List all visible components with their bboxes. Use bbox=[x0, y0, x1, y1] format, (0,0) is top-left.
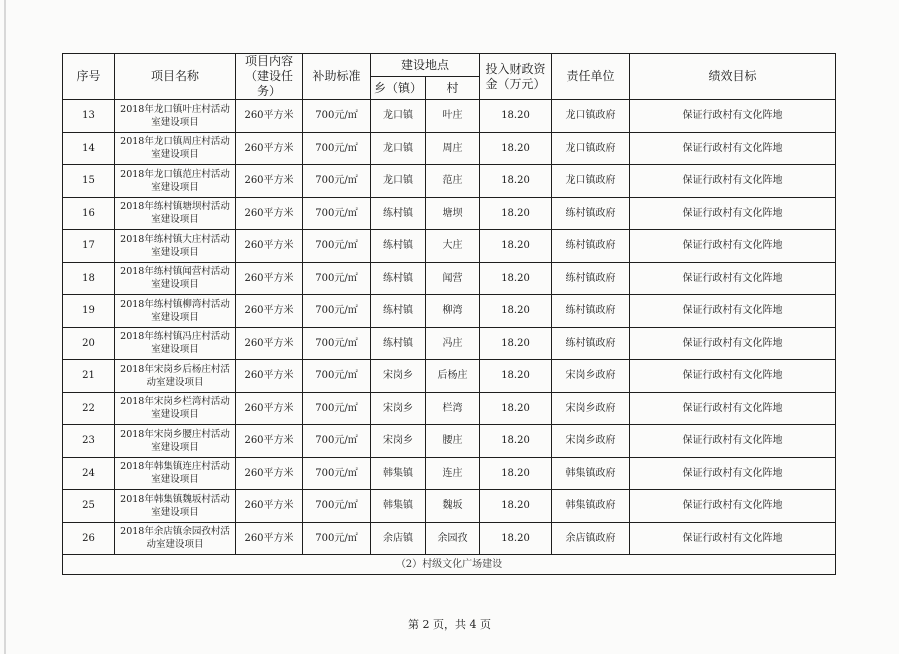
cell-standard: 700元/㎡ bbox=[303, 327, 371, 360]
cell-funds: 18.20 bbox=[480, 230, 552, 263]
cell-township: 宋岗乡 bbox=[371, 425, 426, 458]
header-name: 项目名称 bbox=[115, 54, 236, 100]
cell-township: 韩集镇 bbox=[371, 457, 426, 490]
cell-name: 2018年练村镇大庄村活动室建设项目 bbox=[115, 230, 236, 263]
cell-goal: 保证行政村有文化阵地 bbox=[630, 197, 836, 230]
cell-funds: 18.20 bbox=[480, 100, 552, 133]
cell-standard: 700元/㎡ bbox=[303, 457, 371, 490]
cell-content: 260平方米 bbox=[236, 327, 303, 360]
cell-content: 260平方米 bbox=[236, 230, 303, 263]
cell-village: 栏湾 bbox=[426, 392, 480, 425]
cell-seq: 25 bbox=[63, 490, 115, 523]
cell-content: 260平方米 bbox=[236, 522, 303, 555]
cell-village: 叶庄 bbox=[426, 100, 480, 133]
cell-unit: 练村镇政府 bbox=[552, 327, 630, 360]
cell-funds: 18.20 bbox=[480, 392, 552, 425]
cell-unit: 宋岗乡政府 bbox=[552, 360, 630, 393]
cell-goal: 保证行政村有文化阵地 bbox=[630, 132, 836, 165]
cell-goal: 保证行政村有文化阵地 bbox=[630, 327, 836, 360]
table-row bbox=[63, 100, 836, 133]
cell-funds: 18.20 bbox=[480, 425, 552, 458]
cell-seq: 17 bbox=[63, 230, 115, 263]
page-number: 第 2 页，共 4 页 bbox=[408, 618, 491, 631]
cell-unit: 练村镇政府 bbox=[552, 230, 630, 263]
cell-village: 魏坂 bbox=[426, 490, 480, 523]
cell-goal: 保证行政村有文化阵地 bbox=[630, 262, 836, 295]
cell-seq: 18 bbox=[63, 262, 115, 295]
cell-village: 冯庄 bbox=[426, 327, 480, 360]
cell-unit: 练村镇政府 bbox=[552, 295, 630, 328]
cell-funds: 18.20 bbox=[480, 132, 552, 165]
cell-standard: 700元/㎡ bbox=[303, 100, 371, 133]
cell-village: 周庄 bbox=[426, 132, 480, 165]
header-standard: 补助标准 bbox=[303, 54, 371, 100]
cell-standard: 700元/㎡ bbox=[303, 165, 371, 198]
table-row bbox=[63, 425, 836, 458]
cell-township: 练村镇 bbox=[371, 262, 426, 295]
cell-goal: 保证行政村有文化阵地 bbox=[630, 100, 836, 133]
table-row bbox=[63, 457, 836, 490]
cell-seq: 22 bbox=[63, 392, 115, 425]
cell-name: 2018年韩集镇连庄村活动室建设项目 bbox=[115, 457, 236, 490]
cell-township: 练村镇 bbox=[371, 327, 426, 360]
cell-content: 260平方米 bbox=[236, 392, 303, 425]
cell-unit: 练村镇政府 bbox=[552, 197, 630, 230]
cell-unit: 韩集镇政府 bbox=[552, 490, 630, 523]
cell-name: 2018年龙口镇叶庄村活动室建设项目 bbox=[115, 100, 236, 133]
cell-goal: 保证行政村有文化阵地 bbox=[630, 360, 836, 393]
header-unit: 责任单位 bbox=[552, 54, 630, 100]
cell-standard: 700元/㎡ bbox=[303, 197, 371, 230]
header-location: 建设地点 bbox=[371, 54, 480, 77]
table-row bbox=[63, 230, 836, 263]
header-row-1 bbox=[63, 54, 836, 77]
cell-name: 2018年龙口镇范庄村活动室建设项目 bbox=[115, 165, 236, 198]
cell-standard: 700元/㎡ bbox=[303, 132, 371, 165]
cell-township: 余店镇 bbox=[371, 522, 426, 555]
cell-goal: 保证行政村有文化阵地 bbox=[630, 230, 836, 263]
cell-funds: 18.20 bbox=[480, 490, 552, 523]
cell-funds: 18.20 bbox=[480, 262, 552, 295]
project-table bbox=[62, 53, 836, 575]
cell-village: 闻营 bbox=[426, 262, 480, 295]
cell-goal: 保证行政村有文化阵地 bbox=[630, 392, 836, 425]
cell-unit: 余店镇政府 bbox=[552, 522, 630, 555]
header-seq: 序号 bbox=[63, 54, 115, 100]
cell-village: 余园孜 bbox=[426, 522, 480, 555]
cell-content: 260平方米 bbox=[236, 100, 303, 133]
table-row bbox=[63, 197, 836, 230]
cell-goal: 保证行政村有文化阵地 bbox=[630, 295, 836, 328]
table-row bbox=[63, 165, 836, 198]
cell-name: 2018年龙口镇周庄村活动室建设项目 bbox=[115, 132, 236, 165]
cell-seq: 24 bbox=[63, 457, 115, 490]
cell-funds: 18.20 bbox=[480, 457, 552, 490]
header-goal: 绩效目标 bbox=[630, 54, 836, 100]
cell-unit: 宋岗乡政府 bbox=[552, 392, 630, 425]
table-row bbox=[63, 490, 836, 523]
cell-funds: 18.20 bbox=[480, 327, 552, 360]
table-row bbox=[63, 295, 836, 328]
cell-township: 龙口镇 bbox=[371, 165, 426, 198]
cell-name: 2018年宋岗乡后杨庄村活动室建设项目 bbox=[115, 360, 236, 393]
cell-standard: 700元/㎡ bbox=[303, 360, 371, 393]
cell-name: 2018年余店镇余园孜村活动室建设项目 bbox=[115, 522, 236, 555]
cell-village: 连庄 bbox=[426, 457, 480, 490]
cell-unit: 韩集镇政府 bbox=[552, 457, 630, 490]
cell-content: 260平方米 bbox=[236, 425, 303, 458]
cell-village: 腰庄 bbox=[426, 425, 480, 458]
cell-name: 2018年宋岗乡栏湾村活动室建设项目 bbox=[115, 392, 236, 425]
cell-unit: 龙口镇政府 bbox=[552, 165, 630, 198]
cell-township: 龙口镇 bbox=[371, 100, 426, 133]
scan-edge-line bbox=[4, 0, 6, 654]
cell-township: 练村镇 bbox=[371, 230, 426, 263]
header-village: 村 bbox=[426, 77, 480, 100]
cell-goal: 保证行政村有文化阵地 bbox=[630, 522, 836, 555]
cell-township: 宋岗乡 bbox=[371, 360, 426, 393]
section-footer: （2）村级文化广场建设 bbox=[63, 555, 836, 575]
cell-seq: 15 bbox=[63, 165, 115, 198]
cell-goal: 保证行政村有文化阵地 bbox=[630, 425, 836, 458]
cell-township: 龙口镇 bbox=[371, 132, 426, 165]
cell-funds: 18.20 bbox=[480, 522, 552, 555]
cell-standard: 700元/㎡ bbox=[303, 392, 371, 425]
cell-seq: 26 bbox=[63, 522, 115, 555]
cell-goal: 保证行政村有文化阵地 bbox=[630, 165, 836, 198]
cell-standard: 700元/㎡ bbox=[303, 425, 371, 458]
cell-standard: 700元/㎡ bbox=[303, 295, 371, 328]
cell-standard: 700元/㎡ bbox=[303, 230, 371, 263]
cell-unit: 龙口镇政府 bbox=[552, 100, 630, 133]
cell-goal: 保证行政村有文化阵地 bbox=[630, 457, 836, 490]
table-row bbox=[63, 132, 836, 165]
cell-village: 塘坝 bbox=[426, 197, 480, 230]
cell-name: 2018年练村镇塘坝村活动室建设项目 bbox=[115, 197, 236, 230]
cell-unit: 练村镇政府 bbox=[552, 262, 630, 295]
cell-unit: 龙口镇政府 bbox=[552, 132, 630, 165]
cell-name: 2018年练村镇闻营村活动室建设项目 bbox=[115, 262, 236, 295]
cell-seq: 21 bbox=[63, 360, 115, 393]
cell-seq: 14 bbox=[63, 132, 115, 165]
cell-name: 2018年宋岗乡腰庄村活动室建设项目 bbox=[115, 425, 236, 458]
cell-standard: 700元/㎡ bbox=[303, 490, 371, 523]
cell-standard: 700元/㎡ bbox=[303, 262, 371, 295]
cell-name: 2018年练村镇柳湾村活动室建设项目 bbox=[115, 295, 236, 328]
cell-content: 260平方米 bbox=[236, 197, 303, 230]
cell-unit: 宋岗乡政府 bbox=[552, 425, 630, 458]
cell-village: 后杨庄 bbox=[426, 360, 480, 393]
cell-standard: 700元/㎡ bbox=[303, 522, 371, 555]
cell-content: 260平方米 bbox=[236, 490, 303, 523]
cell-content: 260平方米 bbox=[236, 165, 303, 198]
cell-goal: 保证行政村有文化阵地 bbox=[630, 490, 836, 523]
cell-village: 大庄 bbox=[426, 230, 480, 263]
cell-village: 范庄 bbox=[426, 165, 480, 198]
cell-funds: 18.20 bbox=[480, 165, 552, 198]
table-row bbox=[63, 392, 836, 425]
table-row bbox=[63, 360, 836, 393]
cell-content: 260平方米 bbox=[236, 295, 303, 328]
cell-seq: 13 bbox=[63, 100, 115, 133]
cell-content: 260平方米 bbox=[236, 132, 303, 165]
cell-funds: 18.20 bbox=[480, 295, 552, 328]
cell-township: 宋岗乡 bbox=[371, 392, 426, 425]
cell-seq: 20 bbox=[63, 327, 115, 360]
cell-funds: 18.20 bbox=[480, 360, 552, 393]
header-township: 乡（镇） bbox=[371, 77, 426, 100]
table-row bbox=[63, 262, 836, 295]
footer-row bbox=[63, 555, 836, 575]
cell-seq: 23 bbox=[63, 425, 115, 458]
cell-funds: 18.20 bbox=[480, 197, 552, 230]
cell-content: 260平方米 bbox=[236, 360, 303, 393]
table-row bbox=[63, 327, 836, 360]
header-funds: 投入财政资金（万元） bbox=[480, 54, 552, 100]
header-content: 项目内容（建设任务） bbox=[236, 54, 303, 100]
cell-name: 2018年韩集镇魏坂村活动室建设项目 bbox=[115, 490, 236, 523]
cell-content: 260平方米 bbox=[236, 262, 303, 295]
cell-seq: 19 bbox=[63, 295, 115, 328]
table-row bbox=[63, 522, 836, 555]
cell-name: 2018年练村镇冯庄村活动室建设项目 bbox=[115, 327, 236, 360]
cell-township: 练村镇 bbox=[371, 197, 426, 230]
cell-content: 260平方米 bbox=[236, 457, 303, 490]
cell-township: 练村镇 bbox=[371, 295, 426, 328]
cell-village: 柳湾 bbox=[426, 295, 480, 328]
cell-seq: 16 bbox=[63, 197, 115, 230]
cell-township: 韩集镇 bbox=[371, 490, 426, 523]
